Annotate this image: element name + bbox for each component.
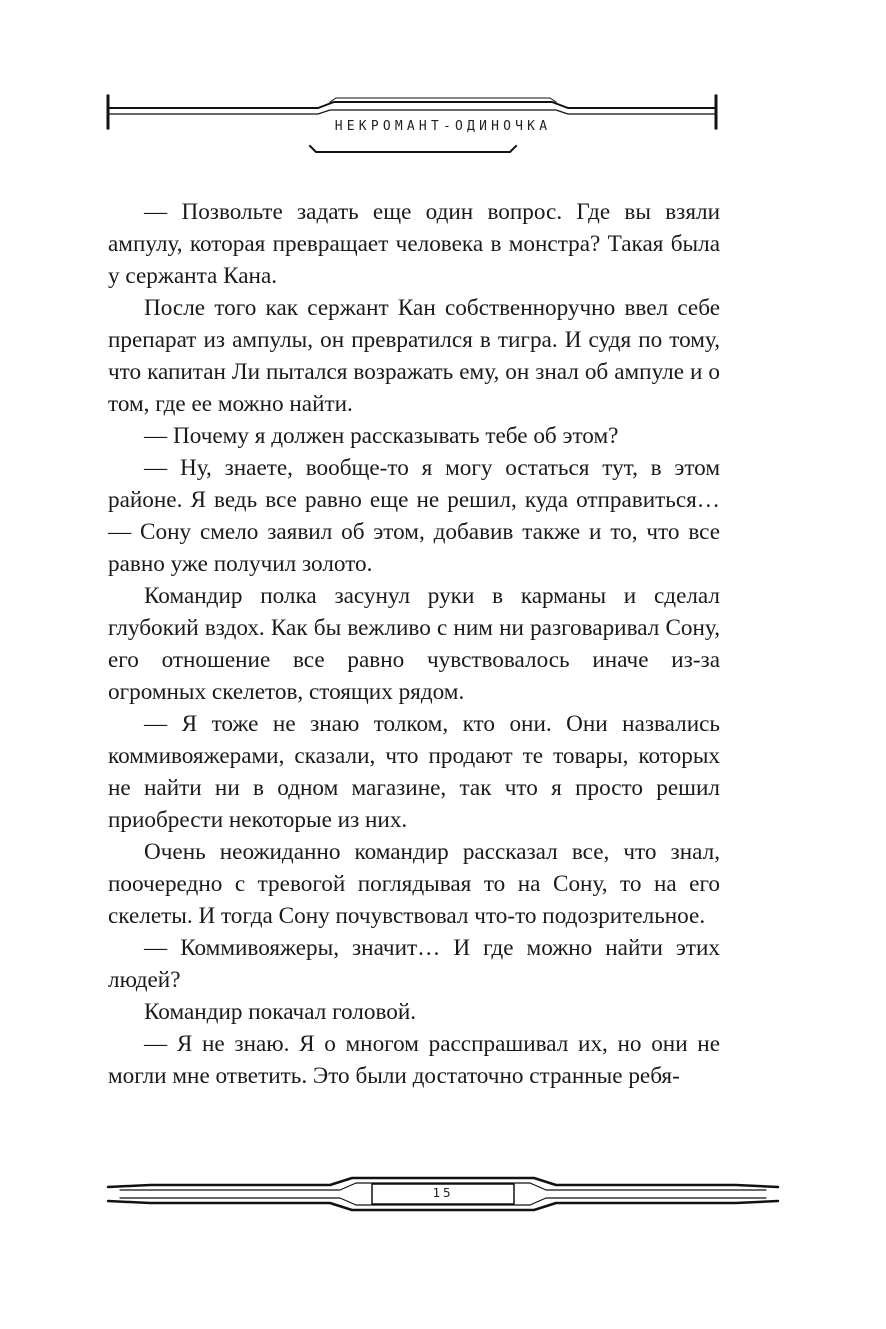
paragraph: — Позвольте задать еще один вопрос. Где вы взяли ампулу, которая превращает человека в монстра? Такая была у сержанта Кана. <box>108 199 720 289</box>
body-text <box>108 196 720 1092</box>
running-title: НЕКРОМАНТ-ОДИНОЧКА <box>334 119 552 134</box>
paragraph: — Ну, знаете, вообще-то я могу остаться тут, в этом районе. Я ведь все равно еще не решил, куда отправиться… — Сону смело заявил об этом, добавив также и то, что все равно уже получил золото. <box>108 455 720 577</box>
paragraph: Очень неожиданно командир рассказал все, что знал, поочередно с тревогой поглядывая то на Сону, то на его скелеты. И тогда Сону почувствовал что-то подозрительное. <box>108 839 720 929</box>
header-ornament <box>0 0 886 170</box>
paragraph: — Почему я должен рассказывать тебе об этом? <box>144 423 619 449</box>
paragraph: — Я не знаю. Я о многом расспрашивал их, но они не могли мне ответить. Это были достаточно странные ребя- <box>108 1031 720 1089</box>
paragraph: — Коммивояжеры, значит… И где можно найти этих людей? <box>108 935 720 993</box>
page-number: 15 <box>432 1185 454 1200</box>
paragraph: Командир покачал головой. <box>144 999 417 1025</box>
paragraph: После того как сержант Кан собственноручно ввел себе препарат из ампулы, он превратился в тигра. И судя по тому, что капитан Ли пытался возражать ему, он знал об ампуле и о том, где ее можно найти. <box>108 295 720 417</box>
paragraph: — Я тоже не знаю толком, кто они. Они назвались коммивояжерами, сказали, что продают те товары, которых не найти ни в одном магазине, так что я просто решил приобрести некоторые из них. <box>108 711 720 833</box>
paragraph: Командир полка засунул руки в карманы и сделал глубокий вздох. Как бы вежливо с ним ни разговаривал Сону, его отношение все равно чувствовалось иначе из-за огромных скелетов, стоящих рядом. <box>108 583 720 705</box>
